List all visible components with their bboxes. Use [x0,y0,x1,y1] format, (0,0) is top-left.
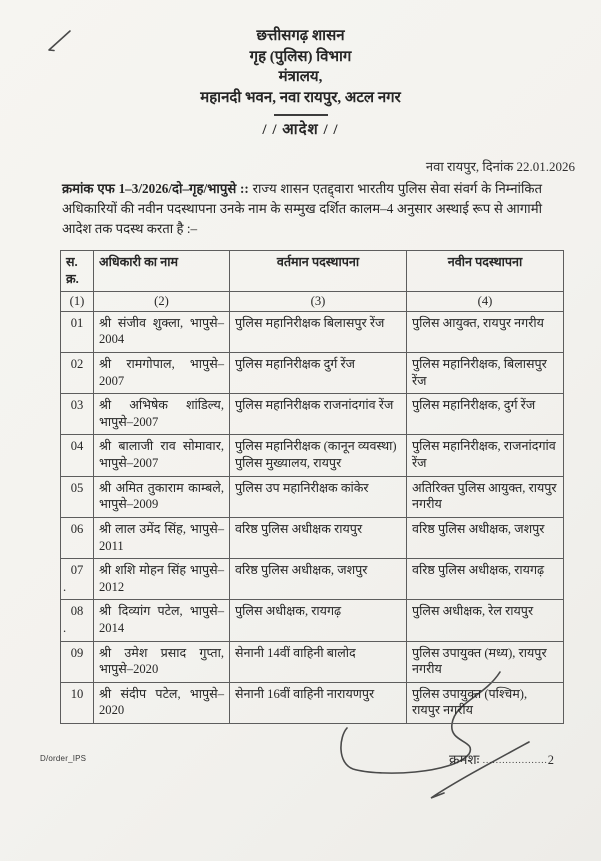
next-page-number: 2 [547,753,554,767]
table-row [61,600,564,641]
place-date-line: नवा रायपुर, दिनांक 22.01.2026 [425,159,575,174]
serial-number-cell: 07 . [61,559,94,600]
subheader-1: (1) [61,292,94,312]
ministry-line: मंत्रालय, [278,69,323,86]
leader-dots: .................... [482,755,548,765]
new-posting-cell: वरिष्ठ पुलिस अधीक्षक, रायगढ़ [407,559,564,600]
officer-name-cell: श्री संजीव शुक्ला, भापुसे–2004 [94,311,230,352]
subheader-3: (3) [230,292,407,312]
new-posting-cell: अतिरिक्त पुलिस आयुक्त, रायपुर नगरीय [407,476,564,517]
table-row [61,353,564,394]
serial-number-cell: 02 [61,353,94,394]
postings-table [60,250,564,724]
col-header-current-posting: वर्तमान पदस्थापना [230,251,407,292]
new-posting-cell: पुलिस महानिरीक्षक, राजनांदगांव रेंज [407,435,564,476]
continuation-word: क्रमशः [449,752,480,767]
table-row [61,394,564,435]
serial-number-cell: 03 [61,394,94,435]
subheader-4: (4) [407,292,564,312]
officer-name-cell: श्री उमेश प्रसाद गुप्ता, भापुसे–2020 [94,641,230,682]
current-posting-cell: वरिष्ठ पुलिस अधीक्षक, जशपुर [230,559,407,600]
officer-name-cell: श्री बालाजी राव सोमावार, भापुसे–2007 [94,435,230,476]
order-reference-number: क्रमांक एफ 1–3/2026/दो–गृह/भापुसे :: [62,181,249,196]
officer-name-cell: श्री संदीप पटेल, भापुसे–2020 [94,682,230,723]
current-posting-cell: वरिष्ठ पुलिस अधीक्षक रायपुर [230,517,407,558]
table-header-row [61,251,564,292]
new-posting-cell: वरिष्ठ पुलिस अधीक्षक, जशपुर [407,517,564,558]
file-reference-text: D/order_IPS [40,754,87,763]
current-posting-cell: पुलिस महानिरीक्षक (कानून व्यवस्था) पुलिस मुख्यालय, रायपुर [230,435,407,476]
current-posting-cell: पुलिस महानिरीक्षक दुर्ग रेंज [230,353,407,394]
col-header-officer-name: अधिकारी का नाम [94,251,230,292]
continuation-marker [449,750,554,768]
current-posting-cell: पुलिस महानिरीक्षक राजनांदगांव रेंज [230,394,407,435]
address-line: महानदी भवन, नवा रायपुर, अटल नगर [200,90,401,107]
current-posting-cell: पुलिस अधीक्षक, रायगढ़ [230,600,407,641]
new-posting-cell: पुलिस उपायुक्त (मध्य), रायपुर नगरीय [407,641,564,682]
current-posting-cell: सेनानी 16वीं वाहिनी नारायणपुर [230,682,407,723]
new-posting-cell: पुलिस उपायुक्त (पश्चिम), रायपुर नगरीय [407,682,564,723]
officer-name-cell: श्री अमित तुकाराम काम्बले, भापुसे–2009 [94,476,230,517]
officer-name-cell: श्री अभिषेक शांडिल्य, भापुसे–2007 [94,394,230,435]
serial-number-cell: 01 [61,311,94,352]
table-row [61,517,564,558]
officer-name-cell: श्री लाल उमेंद सिंह, भापुसे–2011 [94,517,230,558]
col-header-serial: स. क्र. [61,251,94,292]
table-row [61,311,564,352]
government-name: छत्तीसगढ़ शासन [256,28,345,44]
new-posting-cell: पुलिस महानिरीक्षक, दुर्ग रेंज [407,394,564,435]
serial-number-cell: 04 [61,435,94,476]
new-posting-cell: पुलिस आयुक्त, रायपुर नगरीय [407,311,564,352]
table-row [61,476,564,517]
subheader-2: (2) [94,292,230,312]
table-row [61,559,564,600]
new-posting-cell: पुलिस महानिरीक्षक, बिलासपुर रेंज [407,353,564,394]
department-name: गृह (पुलिस) विभाग [249,48,352,65]
letterhead [0,26,601,140]
header-divider [274,114,328,116]
serial-number-cell: 06 [61,517,94,558]
new-posting-cell: पुलिस अधीक्षक, रेल रायपुर [407,600,564,641]
officer-name-cell: श्री रामगोपाल, भापुसे–2007 [94,353,230,394]
current-posting-cell: पुलिस महानिरीक्षक बिलासपुर रेंज [230,311,407,352]
current-posting-cell: सेनानी 14वीं वाहिनी बालोद [230,641,407,682]
table-row [61,682,564,723]
order-intro-paragraph [62,179,542,239]
serial-number-cell: 08 . [61,600,94,641]
officer-name-cell: श्री शशि मोहन सिंह भापुसे– 2012 [94,559,230,600]
table-row [61,641,564,682]
serial-number-cell: 09 [61,641,94,682]
order-heading: / / आदेश / / [262,121,339,138]
col-header-new-posting: नवीन पदस्थापना [407,251,564,292]
table-subheader-row [61,292,564,312]
order-intro-text: राज्य शासन एतद्द्वारा भारतीय पुलिस सेवा संवर्ग के निम्नांकित अधिकारियों की नवीन पदस्थापना उनके नाम के सम्मुख दर्शित कालम–4 अनुसार अस्थाई रूप से आगामी आदेश तक पदस्थ करता है :– [62,181,542,237]
officer-name-cell: श्री दिव्यांग पटेल, भापुसे–2014 [94,600,230,641]
serial-number-cell: 10 [61,682,94,723]
serial-number-cell: 05 [61,476,94,517]
current-posting-cell: पुलिस उप महानिरीक्षक कांकेर [230,476,407,517]
table-row [61,435,564,476]
